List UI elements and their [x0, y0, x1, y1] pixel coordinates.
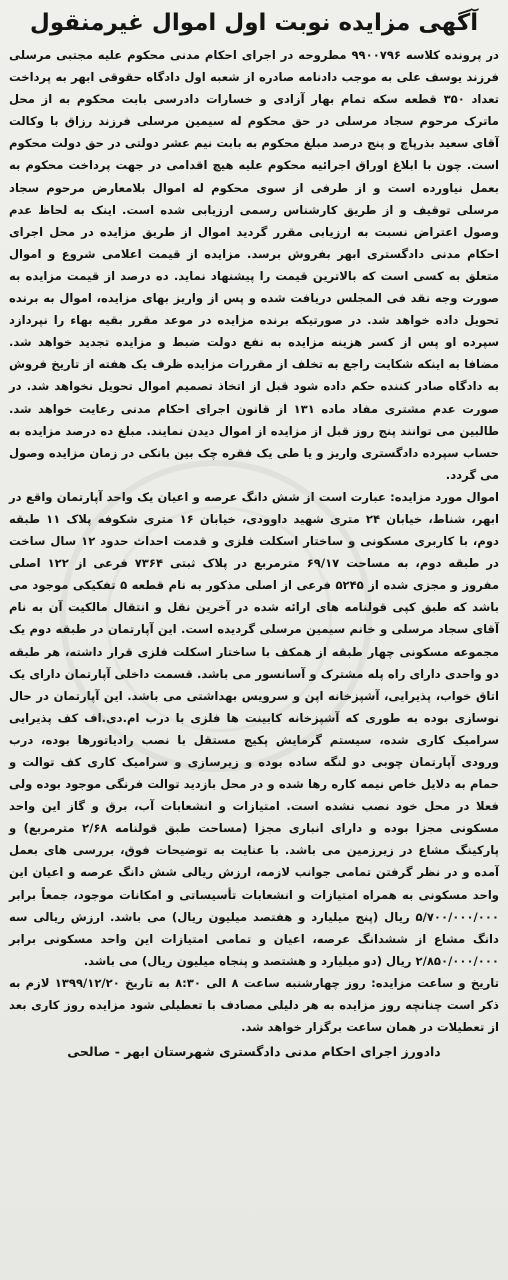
datetime-paragraph — [9, 972, 499, 1038]
signature-line: دادورز اجرای احکام مدنی دادگستری شهرستان ابهر - صالحی — [67, 1044, 441, 1060]
property-label: اموال مورد مزایده: — [390, 489, 499, 504]
property-paragraph — [9, 486, 499, 972]
notice-title: آگهی مزایده نوبت اول اموال غیرمنقول — [29, 10, 479, 36]
notice-body — [9, 44, 499, 1038]
datetime-label: تاریخ و ساعت مزایده: — [371, 975, 499, 990]
property-text: عبارت است از شش دانگ عرصه و اعیان یک واحد آپارتمان واقع در ابهر، شناط، خیابان ۲۴ متری شهید داوودی، خیابان ۱۶ متری شکوفه پلاک ۱۱ طبقه دوم، با کاربری مسکونی و ساختار اسکلت فلزی و قدمت احداث حدود ۱۲ سال ساخت در طبقه دوم، به مساحت ۶۹/۱۷ مترمربع در پلاک ثبتی ۷۳۶۴ فرعی از ۱۲۲ اصلی مفروز و مجزی شده از ۵۲۴۵ فرعی از اصلی مذکور به نام قطعه ۵ تفکیکی موجود می باشد که طبق کپی قولنامه های ارائه شده در آخرین نقل و انتقال مالکیت آن به نام آقای سجاد مرسلی و خانم سیمین مرسلی گردیده است. این آپارتمان در طبقه دوم یک مجموعه مسکونی چهار طبقه از همکف با ساختار اسکلت فلزی قرار داشته، هر طبقه دو واحدی دارای راه پله مشترک و آسانسور می باشد. قسمت داخلی آپارتمان دارای یک اتاق خواب، پذیرایی، آشپزخانه اپن و سرویس بهداشتی می باشد. این آپارتمان در حال نوسازی بوده به طوری که آشپزخانه کابینت ها فلزی با درب ام.دی.اف کف پذیرایی سرامیک کاری شده، سیستم گرمایش پکیج مستقل با نصب رادیاتورها بوده، درب ورودی آپارتمان چوبی دو لنگه ساده بوده و زیرسازی و سرامیک کاری کف توالت و حمام به دلایل خاص نیمه کاره رها شده و در محل بازدید توالت فرنگی موجود بوده ولی فعلا در محل خود نصب نشده است. امتیازات و انشعابات آب، برق و گاز این واحد مسکونی مجزا بوده و دارای انباری مجزا (مساحت طبق قولنامه ۲/۶۸ مترمربع) و پارکینگ مشاع در زیرزمین می باشد. با عنایت به توضیحات فوق، بررسی های بعمل آمده و در نظر گرفتن تمامی جوانب لازمه، ارزش ریالی شش دانگ عرصه و اعیان این واحد مسکونی به همراه امتیازات و انشعابات تأسیساتی و امکانات موجود، جمعاً برابر ۵/۷۰۰/۰۰۰/۰۰۰ ریال (پنج میلیارد و هفتصد میلیون ریال) می باشد. ارزش ریالی سه دانگ مشاع از ششدانگ عرصه، اعیان و تمامی امتیازات این واحد مسکونی برابر ۲/۸۵۰/۰۰۰/۰۰۰ ریال (دو میلیارد و هشتصد و پنجاه میلیون ریال) می باشد. — [9, 489, 500, 968]
case-paragraph: در پرونده کلاسه ۹۹۰۰۷۹۶ مطروحه در اجرای احکام مدنی محکوم علیه مجتبی مرسلی فرزند یوسف علی به موجب دادنامه صادره از شعبه اول دادگاه حقوقی ابهر به پرداخت تعداد ۳۵۰ قطعه سکه تمام بهار آزادی و خسارات دادرسی بابت محکوم به از محل ماترک مرحوم سجاد مرسلی در حق محکوم له سیمین مرسلی فرزند رزاق با وکالت آقای سعید بذرپاچ و پنج درصد مبلغ محکوم به بابت نیم عشر دولتی در حق دولت محکوم است. چون با ابلاغ اوراق اجرائیه محکوم علیه هیچ اقدامی در جهت پرداخت محکوم به بعمل نیاورده است و از طرفی از سوی محکوم له اموال بلامعارض مرحوم سجاد مرسلی توقیف و از طریق کارشناس رسمی ارزیابی شده است. اینک به لحاظ عدم وصول اعتراض نسبت به ارزیابی مقرر گردید اموال از طریق مزایده در محل اجرای احکام مدنی دادگستری ابهر بفروش برسد. مزایده از قیمت اعلامی شروع و اموال متعلق به کسی است که بالاترین قیمت را پیشنهاد نماید. ده درصد از قیمت مزایده به صورت وجه نقد فی المجلس دریافت شده و پس از واریز بهای مزایده، اموال به برنده تحویل داده خواهد شد. در صورتیکه برنده مزایده در موعد مقرر بقیه بهاء را نپردازد سپرده او پس از کسر هزینه مزایده به نفع دولت ضبط و مزایده تجدید خواهد شد. مضافا به اینکه شکایت راجع به تخلف از مقررات مزایده ظرف یک هفته از تاریخ فروش به دادگاه صادر کننده حکم داده شود قبل از اتخاذ تصمیم اموال تحویل نخواهد شد. در صورت عدم مشتری مفاد ماده ۱۳۱ از قانون اجرای احکام مدنی رعایت خواهد شد. طالبین می توانند پنج روز قبل از مزایده از اموال دیدن نمایند. مبلغ ده درصد مزایده به حساب سپرده دادگستری واریز و یا طی یک فقره چک بین بانکی در زمان مزایده وصول می گردد. — [9, 48, 500, 482]
datetime-text: روز چهارشنبه ساعت ۸ الی ۸:۳۰ به تاریخ ۱۳۹۹/۱۲/۲۰ لازم به ذکر است چنانچه روز مزایده به هر دلیلی مصادف با تعطیلی شود مزایده روز کاری بعد از تعطیلات در همان ساعت برگزار خواهد شد. — [9, 975, 499, 1035]
